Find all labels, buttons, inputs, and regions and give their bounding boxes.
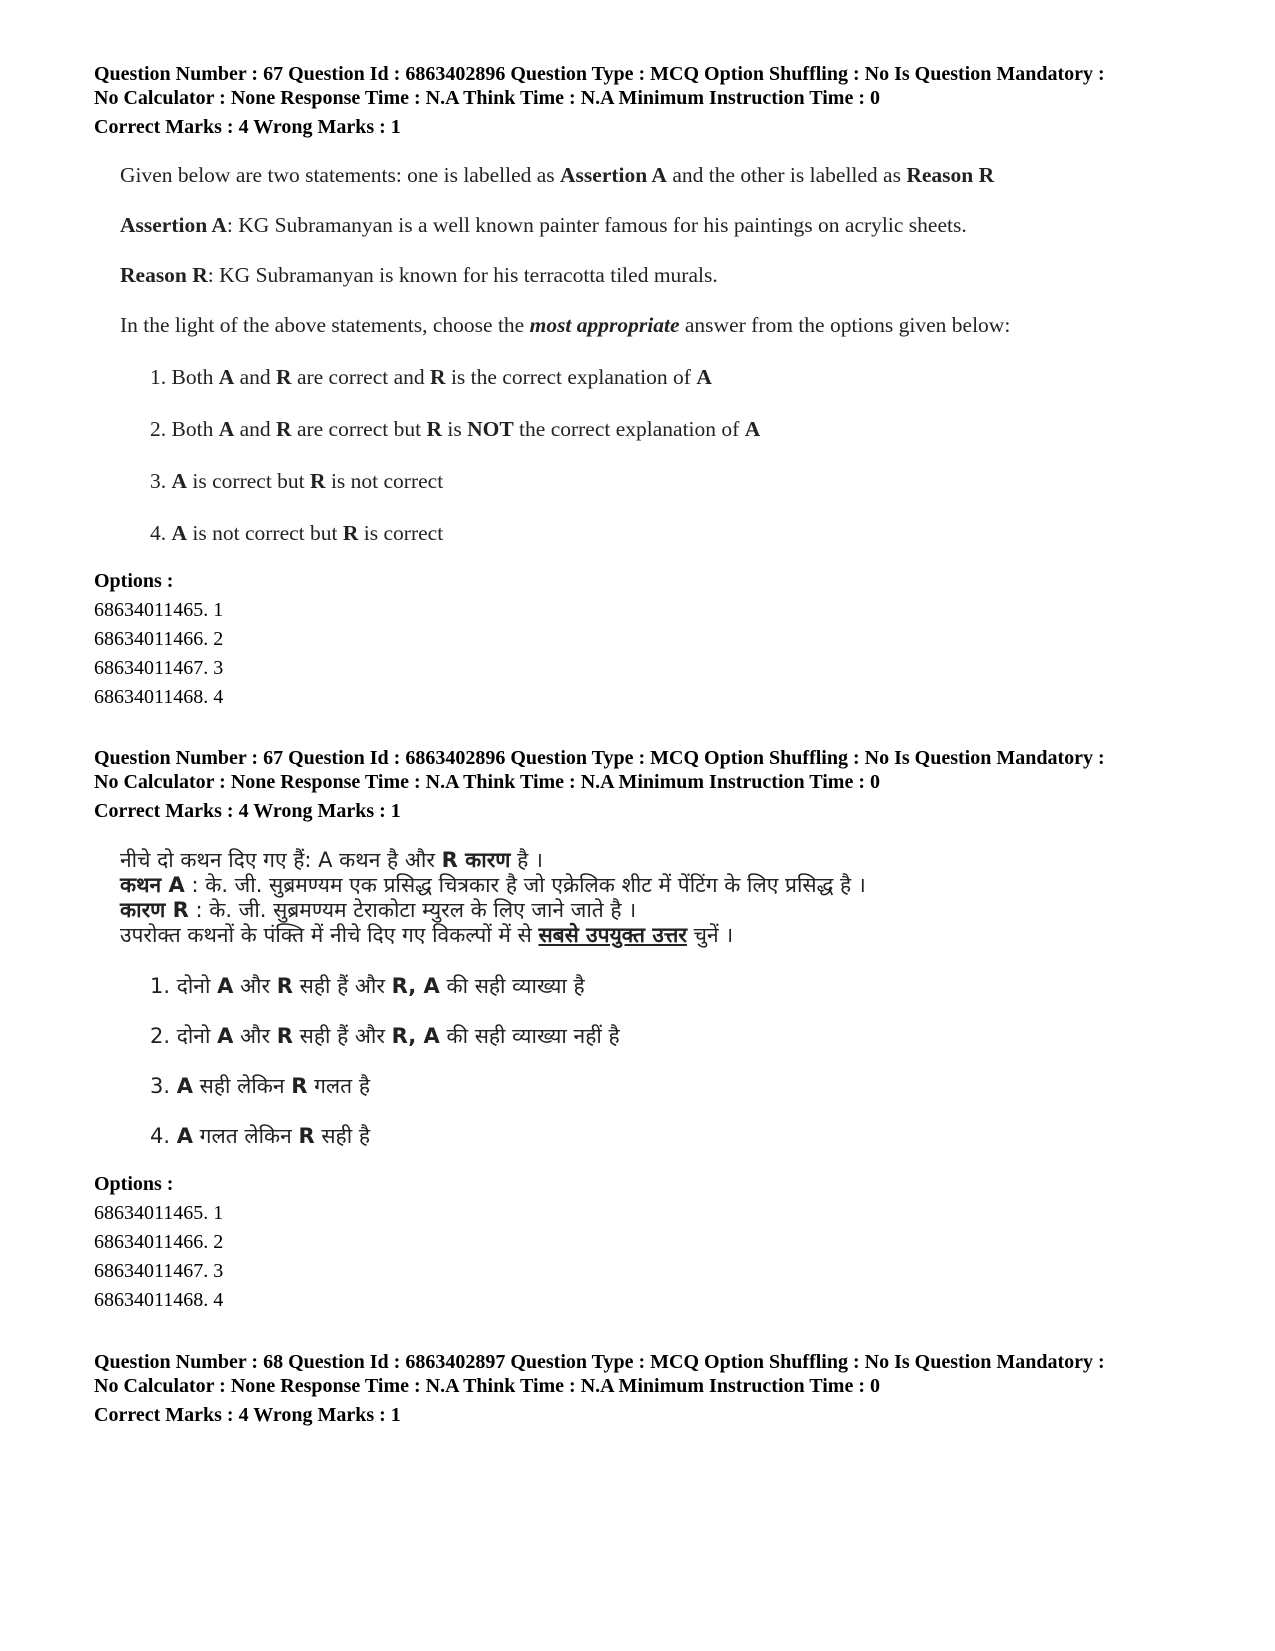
text-fragment: A [176,1124,193,1148]
options-label: Options : [94,1173,174,1195]
text-fragment: गलत है [307,1074,370,1098]
question-meta-line2: No Calculator : None Response Time : N.A Think Time : N.A Minimum Instruction Time : 0 [94,771,880,793]
text-fragment: Reason R [906,163,995,187]
question-meta-line1: Question Number : 67 Question Id : 6863402896 Question Type : MCQ Option Shuffling : No Is Question Mandatory : [94,63,1105,85]
text-fragment: 4. [150,521,172,545]
text-fragment: R [426,417,442,441]
text-fragment: : के. जी. सुब्रमण्यम टेराकोटा म्युरल के लिए जाने जाते है । [188,898,637,922]
text-fragment: है । [510,848,543,872]
text-fragment: Assertion A [560,163,667,187]
text-fragment: A [218,365,235,389]
text-fragment: कारण [457,848,511,872]
question-67-options [94,567,223,712]
question-67-header [94,62,1234,139]
text-fragment: most appropriate [529,313,680,337]
text-fragment: is correct but [187,469,311,493]
option-id-1: 68634011465. 1 [94,1202,224,1224]
hindi-intro [120,848,543,872]
text-fragment: is the correct explanation of [445,365,697,389]
text-fragment: R [291,1074,308,1098]
question-marks: Correct Marks : 4 Wrong Marks : 1 [94,116,401,138]
text-fragment: R, A [391,974,440,998]
question-67-hindi-header [94,746,1234,823]
intro-statement [120,163,994,188]
question-meta-line2: No Calculator : None Response Time : N.A Think Time : N.A Minimum Instruction Time : 0 [94,87,880,109]
text-fragment: Reason R [120,263,208,287]
text-fragment: सही लेकिन [192,1074,292,1098]
text-fragment: 2. Both [150,417,219,441]
english-option-2 [150,417,760,442]
question-marks: Correct Marks : 4 Wrong Marks : 1 [94,800,401,822]
text-fragment: नीचे दो कथन दिए गए हैं: A कथन है और [120,848,442,872]
english-option-1 [150,365,712,390]
text-fragment: R [276,417,292,441]
text-fragment: सबसे उपयुक्त उत्तर [538,923,687,947]
text-fragment: A [176,1074,193,1098]
text-fragment: A [171,521,188,545]
english-option-3 [150,469,443,494]
text-fragment: R [298,1124,315,1148]
text-fragment: गलत लेकिन [192,1124,299,1148]
text-fragment: R [276,365,292,389]
question-meta-line2: No Calculator : None Response Time : N.A Think Time : N.A Minimum Instruction Time : 0 [94,1375,880,1397]
text-fragment: 1. Both [150,365,219,389]
text-fragment: और [233,1024,277,1048]
text-fragment: 4. [150,1124,177,1148]
text-fragment: is [441,417,468,441]
text-fragment: की सही व्याख्या नहीं है [439,1024,620,1048]
text-fragment: Given below are two statements: one is labelled as [120,163,561,187]
text-fragment: A [171,469,188,493]
hindi-option-1 [150,972,585,1000]
question-68-header [94,1350,1234,1427]
text-fragment: 2. दोनो [150,1024,218,1048]
option-id-3: 68634011467. 3 [94,657,224,679]
text-fragment: are correct and [291,365,431,389]
text-fragment: A [217,974,234,998]
question-67-hindi-options [94,1170,223,1315]
text-fragment: 3. [150,1074,177,1098]
text-fragment: सही हैं और [292,1024,392,1048]
text-fragment: कथन A [120,873,185,897]
text-fragment: is not correct [325,469,444,493]
text-fragment: R [441,848,458,872]
instruction-line [120,313,1010,338]
options-label: Options : [94,570,174,592]
text-fragment: 1. दोनो [150,974,218,998]
question-meta-line1: Question Number : 67 Question Id : 6863402896 Question Type : MCQ Option Shuffling : No Is Question Mandatory : [94,747,1105,769]
text-fragment: R [276,974,293,998]
reason-statement [120,263,718,288]
hindi-option-4 [150,1122,370,1150]
text-fragment: is not correct but [187,521,343,545]
hindi-reason [120,898,636,922]
option-id-1: 68634011465. 1 [94,599,224,621]
text-fragment: की सही व्याख्या है [439,974,585,998]
text-fragment: कारण R [120,898,189,922]
option-id-4: 68634011468. 4 [94,686,224,708]
text-fragment: : के. जी. सुब्रमण्यम एक प्रसिद्ध चित्रकार है जो एक्रेलिक शीट में पेंटिंग के लिए प्रसिद्ध है । [184,873,866,897]
option-id-2: 68634011466. 2 [94,628,224,650]
text-fragment: NOT [467,417,514,441]
text-fragment: A [218,417,235,441]
text-fragment: and [234,417,277,441]
question-meta-line1: Question Number : 68 Question Id : 6863402897 Question Type : MCQ Option Shuffling : No Is Question Mandatory : [94,1351,1105,1373]
text-fragment: उपरोक्त कथनों के पंक्ति में नीचे दिए गए विकल्पों में से [120,923,539,947]
option-id-3: 68634011467. 3 [94,1260,224,1282]
hindi-instruction [120,923,733,947]
text-fragment: सही है [314,1124,370,1148]
text-fragment: R [310,469,326,493]
text-fragment: और [233,974,277,998]
text-fragment: Assertion A [120,213,227,237]
english-option-4 [150,521,443,546]
text-fragment: R [276,1024,293,1048]
text-fragment: are correct but [291,417,427,441]
hindi-option-2 [150,1022,620,1050]
text-fragment: 3. [150,469,172,493]
text-fragment: and [234,365,277,389]
text-fragment: In the light of the above statements, choose the [120,313,530,337]
text-fragment: R [430,365,446,389]
text-fragment: R [342,521,359,545]
hindi-assertion [120,873,866,897]
question-marks: Correct Marks : 4 Wrong Marks : 1 [94,1404,401,1426]
text-fragment: and the other is labelled as [666,163,907,187]
text-fragment: चुनें । [686,923,734,947]
text-fragment: A [696,365,712,389]
text-fragment: R, A [391,1024,440,1048]
hindi-option-3 [150,1072,370,1100]
option-id-4: 68634011468. 4 [94,1289,224,1311]
text-fragment: A [744,417,761,441]
text-fragment: सही हैं और [292,974,392,998]
text-fragment: : KG Subramanyan is a well known painter famous for his paintings on acrylic sheets. [226,213,967,237]
text-fragment: A [217,1024,234,1048]
text-fragment: is correct [358,521,444,545]
option-id-2: 68634011466. 2 [94,1231,224,1253]
assertion-statement [120,213,967,238]
text-fragment: answer from the options given below: [679,313,1011,337]
text-fragment: the correct explanation of [513,417,745,441]
text-fragment: : KG Subramanyan is known for his terracotta tiled murals. [207,263,718,287]
